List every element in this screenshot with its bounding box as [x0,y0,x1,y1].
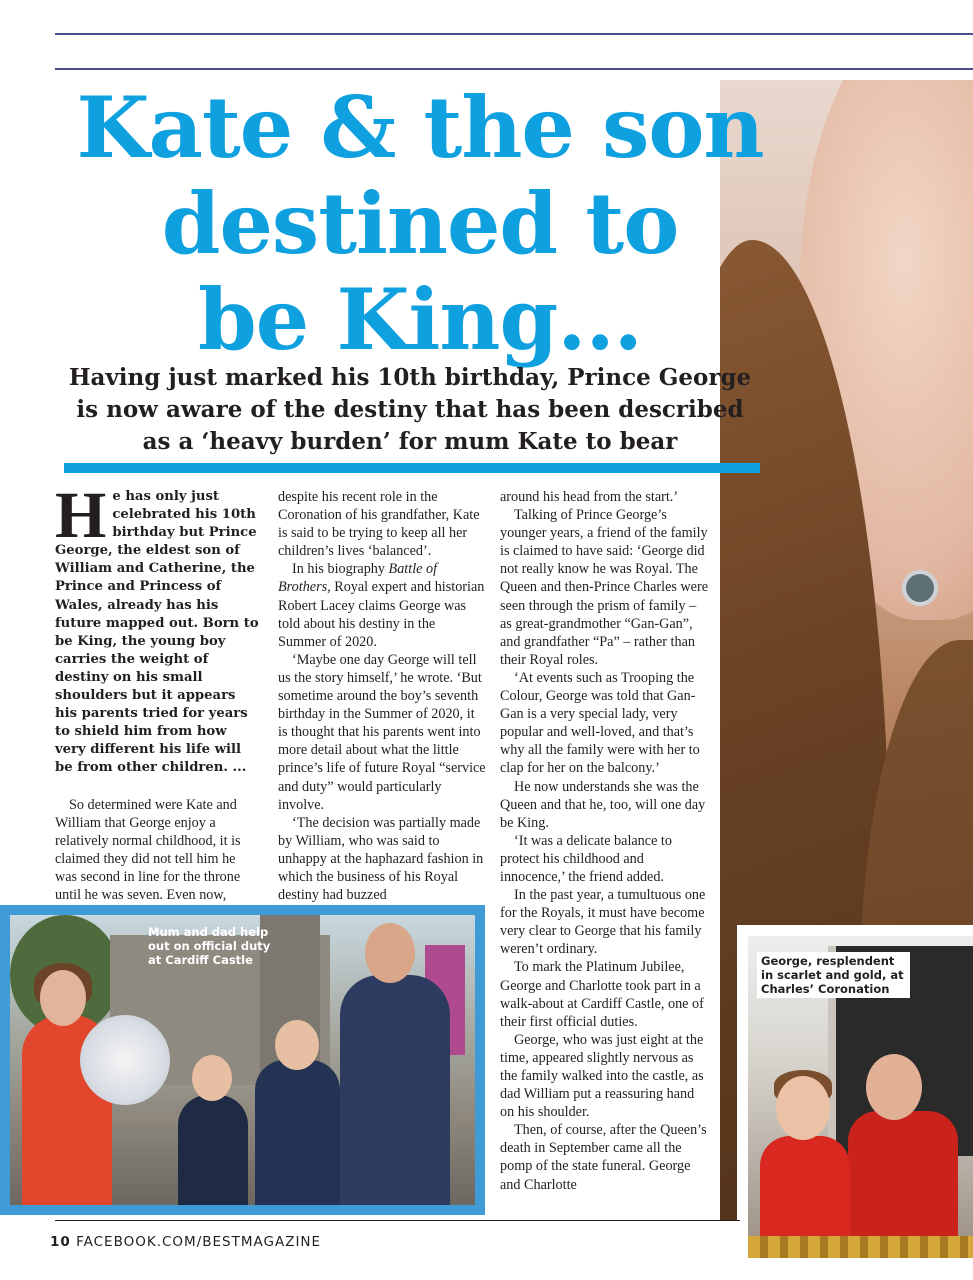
figure-william-head [365,923,415,983]
body-paragraph: ‘Maybe one day George will tell us the story himself,’ he wrote. ‘But sometime around the boy’s seventh birthday in the Summer of 2020, it is thought that his parents went into more detail about what the little prince’s life of future Royal “service and duty” would particularly involve. [278,651,486,813]
standfirst-line-1: Having just marked his 10th birthday, Prince George [68,364,752,391]
standfirst [50,362,770,458]
article-column-1 [55,479,260,904]
body-paragraph: In the past year, a tumultuous one for the Royals, it must have become very clear to George that his family weren’t ordinary. [500,887,706,958]
footer-site: FACEBOOK.COM/BESTMAGAZINE [76,1234,322,1250]
body-paragraph: ‘The decision was partially made by William, who was said to unhappy at the haphazard fashion in which the business of his Royal destiny had buzzed [278,814,484,904]
gold-trim [748,1236,973,1258]
body-paragraph: around his head from the start.’ [500,489,679,505]
figure-george [255,1060,340,1205]
footer-rule [55,1220,740,1221]
standfirst-line-2: is now aware of the destiny that has been described [76,396,744,423]
body-paragraph: ‘At events such as Trooping the Colour, George was told that Gan-Gan is a very special lady, very popular and well-loved, and that’s why all the family were with her to clap for her on the balcony.’ [500,669,700,777]
body-text: , Royal expert and historian Robert Lacey claims George was told about his destiny in the Summer of 2020. [278,579,485,650]
headline-line-1: Kate & the son [76,78,764,177]
body-text: In his biography [292,561,389,578]
footer [50,1234,321,1250]
figure-william [340,975,450,1205]
book-title: Battle of Brothers [278,561,438,596]
headline-line-2: destined to [161,174,679,273]
flower-bouquet [80,1015,170,1105]
caption-coronation: George, resplendent in scarlet and gold, at Charles’ Coronation [757,952,910,998]
caption-cardiff: Mum and dad help out on official duty at Cardiff Castle [148,925,271,967]
intro-text: e has only just celebrated his 10th birthday but Prince George, the eldest son of William and Catherine, the Prince and Princess of Wales, already has his future mapped out. Born to be King, the young boy carries the weight of destiny on his small shoulders but it appears his parents tried for years to shield him from how very different his life will be from other children. ... [55,489,259,776]
article-column-2 [278,488,486,904]
figure-kate-head [40,970,86,1026]
headline-line-3: be King... [198,270,642,369]
blue-divider-bar [64,463,760,473]
body-paragraph: Talking of Prince George’s younger years, a friend of the family is claimed to have said: ‘George did not really know he was Royal. The Queen and then-Prince Charles were seen through the prism of family – as great-grandmother “Gan-Gan”, and grandfather “Pa” – rather than their Royal roles. [500,507,708,668]
intro-paragraph [55,479,260,778]
body-paragraph: So determined were Kate and William that George enjoy a relatively normal childhood, it is claimed they did not tell him he was second in line for the throne until he was seven. Even now, [55,796,241,903]
page-number: 10 [50,1234,71,1250]
body-paragraph: He now understands she was the Queen and that he, too, will one day be King. [500,778,706,831]
figure-george-head [776,1076,830,1140]
body-paragraph: George, who was just eight at the time, appeared slightly nervous as the family walked into the castle, as dad William put a reassuring hand on his shoulder. [500,1031,704,1121]
article-column-3 [500,488,710,1194]
second-rule [55,68,973,70]
figure-charlotte-head [192,1055,232,1101]
body-paragraph [278,560,486,650]
figure-charlotte [178,1095,248,1205]
headline [40,80,800,368]
earring-icon [902,570,938,606]
body-paragraph: To mark the Platinum Jubilee, George and Charlotte took part in a walk-about at Cardiff Castle, one of their first official duties. [500,959,704,1030]
body-paragraph: despite his recent role in the Coronation of his grandfather, Kate is said to be trying to keep all her children’s lives ‘balanced’. [278,489,480,560]
drop-cap: H [55,479,107,552]
figure-page-boy-head [866,1054,922,1120]
top-rule [55,33,973,35]
figure-george-head [275,1020,319,1070]
body-paragraph: ‘It was a delicate balance to protect his childhood and innocence,’ the friend added. [500,832,672,885]
body-paragraph: Then, of course, after the Queen’s death in September came all the pomp of the state funeral. George and Charlotte [500,1122,707,1193]
standfirst-line-3: as a ‘heavy burden’ for mum Kate to bear [142,428,678,455]
